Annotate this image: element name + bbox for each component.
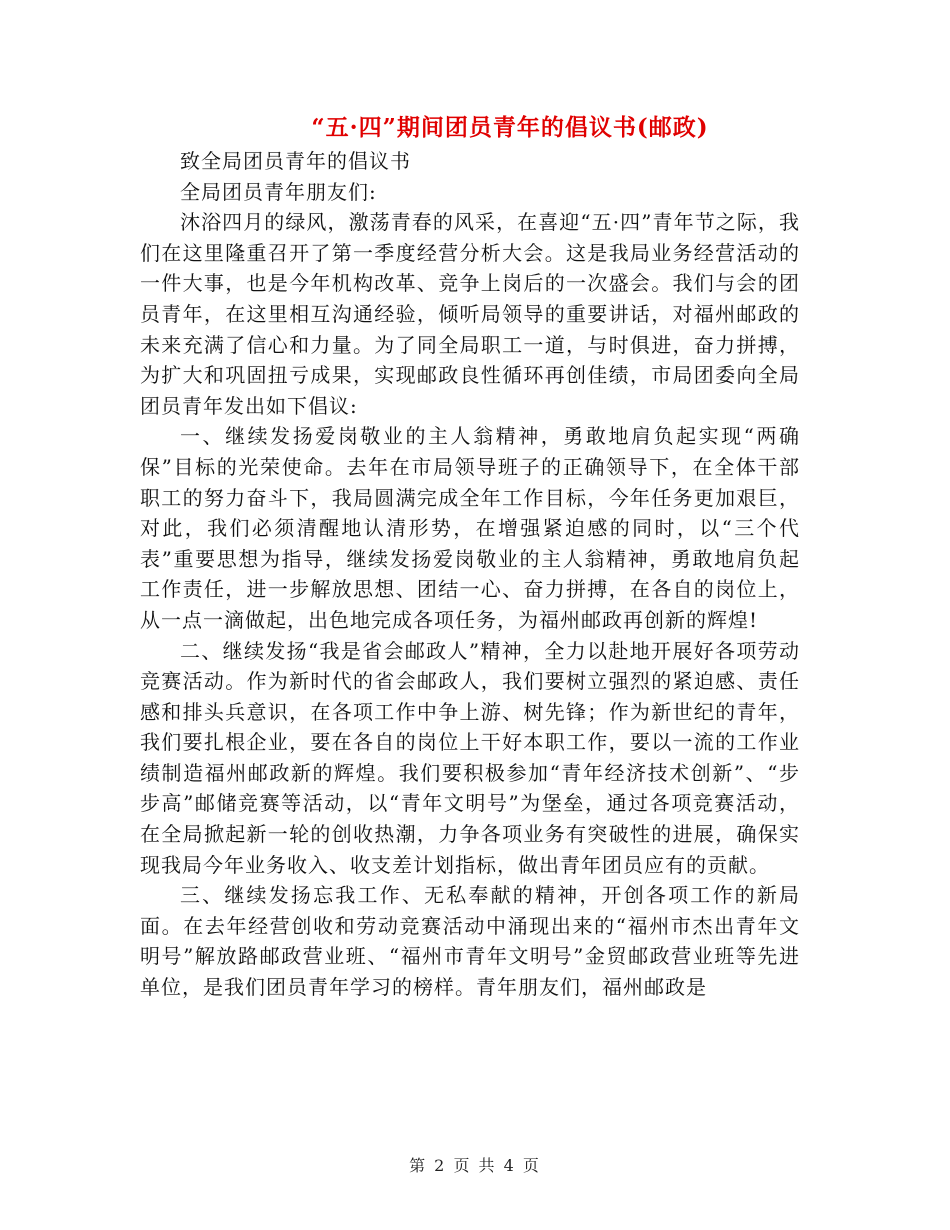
paragraph-subtitle: 致全局团员青年的倡议书 [180,149,411,173]
document-body [140,146,800,1003]
document-title: “五·四”期间团员青年的倡议书(邮政) [311,114,709,141]
paragraph-salutation: 全局团员青年朋友们: [180,179,377,204]
paragraph-point-one: 一、继续发扬爱岗敬业的主人翁精神，勇敢地肩负起实现“两确保”目标的光荣使命。去年在市局领导班子的正确领导下，在全体干部职工的努力奋斗下，我局圆满完成全年工作目标，今年任务更加艰巨，对此，我们必须清醒地认清形势，在增强紧迫感的同时，以“三个代表”重要思想为指导，继续发扬爱岗敬业的主人翁精神，勇敢地肩负起工作责任，进一步解放思想、团结一心、奋力拼搏，在各自的岗位上，从一点一滴做起，出色地完成各项任务，为福州邮政再创新的辉煌! [140,424,800,632]
paragraph-intro: 沐浴四月的绿风，激荡青春的风采，在喜迎“五·四”青年节之际，我们在这里隆重召开了第一季度经营分析大会。这是我局业务经营活动的一件大事，也是今年机构改革、竞争上岗后的一次盛会。我们与会的团员青年，在这里相互沟通经验，倾听局领导的重要讲话，对福州邮政的未来充满了信心和力量。为了同全局职工一道，与时俱进，奋力拼搏，为扩大和巩固扭亏成果，实现邮政良性循环再创佳绩，市局团委向全局团员青年发出如下倡议: [140,210,800,418]
page-number-footer: 第 2 页 共 4 页 [409,1156,541,1175]
paragraph-point-two: 二、继续发扬“我是省会邮政人”精神，全力以赴地开展好各项劳动竞赛活动。作为新时代的省会邮政人，我们要树立强烈的紧迫感、责任感和排头兵意识，在各项工作中争上游、树先锋；作为新世纪的青年，我们要扎根企业，要在各自的岗位上干好本职工作，要以一流的工作业绩制造福州邮政新的辉煌。我们要积极参加“青年经济技术创新”、“步步高”邮储竞赛等活动，以“青年文明号”为堡垒，通过各项竞赛活动，在全局掀起新一轮的创收热潮，力争各项业务有突破性的进展，确保实现我局今年业务收入、收支差计划指标，做出青年团员应有的贡献。 [140,638,800,877]
paragraph-point-three: 三、继续发扬忘我工作、无私奉献的精神，开创各项工作的新局面。在去年经营创收和劳动竞赛活动中涌现出来的“福州市杰出青年文明号”解放路邮政营业班、“福州市青年文明号”金贸邮政营业班等先进单位，是我们团员青年学习的榜样。青年朋友们，福州邮政是 [140,883,800,1000]
